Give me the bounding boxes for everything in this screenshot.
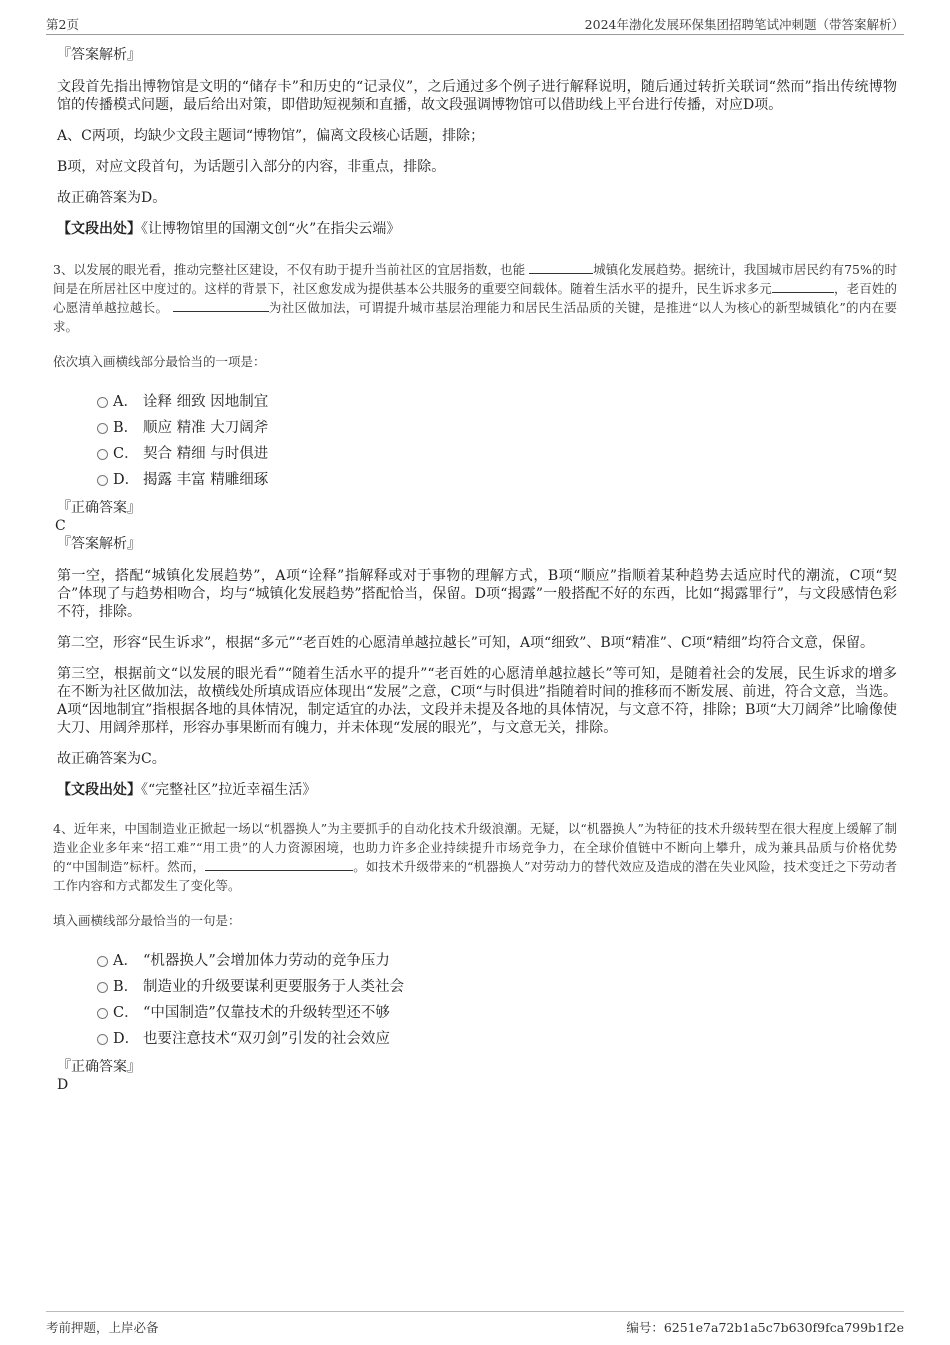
fill-blank [529,261,593,274]
analysis-label: 『答案解析』 [57,47,141,63]
analysis-label: 『答案解析』 [57,536,141,552]
radio-button-icon[interactable] [97,982,108,993]
source-title: 《“完整社区”拉近幸福生活》 [141,782,317,798]
analysis-paragraph: 第三空，根据前文“以发展的眼光看”“随着生活水平的提升”“老百姓的心愿清单越拉越长”等可知，是随着社会的发展，民生诉求的增多在不断为社区做加法，故横线处所填成语应体现出“发展”之意，C项“与时俱进”指随着时间的推移而不断发展、前进，符合文意，当选。A项“因地制宜”指根据各地的具体情况，制定适宜的办法，文段并未提及各地的具体情况，与文意不符，排除；B项“大刀阔斧”比喻像使大刀、用阔斧那样，形容办事果断而有魄力，并未体现“发展的眼光”，与文意无关，排除。 [57,666,897,736]
option-a[interactable]: A． “机器换人”会增加体力劳动的竞争压力 [57,948,897,974]
correct-answer: C [55,518,66,534]
option-list [57,948,897,1052]
radio-button-icon[interactable] [97,475,108,486]
document-id: 编号：6251e7a72b1a5c7b630f9fca799b1f2e [626,1320,904,1335]
option-a[interactable]: A． 诠释 细致 因地制宜 [57,389,897,415]
page-number: 第2页 [46,17,79,32]
radio-button-icon[interactable] [97,956,108,967]
text-source [57,781,897,799]
source-title: 《让博物馆里的国潮文创“火”在指尖云端》 [141,221,401,237]
question-prompt: 依次填入画横线部分最恰当的一项是： [53,354,266,369]
question-stem: 3、以发展的眼光看，推动完整社区建设，不仅有助于提升当前社区的宜居指数，也能 城镇化发展趋势。据统计，我国城市居民约有75%的时间是在所居社区中度过的。这样的背景下，社区愈发成为提供基本公共服务的重要空间载体。随着生活水平的提升，民生诉求多元 ，老百姓的心愿清单越拉越长。 为社区做加法，可谓提升城市基层治理能力和居民生活品质的关键，是推进“以人为核心的新型城镇化”的内在要求。 [53,262,897,334]
correct-answer-label: 『正确答案』 [57,500,141,516]
document-title: 2024年渤化发展环保集团招聘笔试冲刺题（带答案解析） [584,17,904,32]
correct-answer-label: 『正确答案』 [57,1059,141,1075]
fill-blank [205,858,353,871]
question-stem: 4、近年来，中国制造业正掀起一场以“机器换人”为主要抓手的自动化技术升级浪潮。无疑，以“机器换人”为特征的技术升级转型在很大程度上缓解了制造业企业多年来“招工难”“用工贵”的人力资源困境，也助力许多企业持续提升市场竞争力，在全球价值链中不断向上攀升，成为兼具品质与价格优势的“中国制造”标杆。然而， 。如技术升级带来的“机器换人”对劳动力的替代效应及造成的潜在失业风险，技术变迁之下劳动者工作内容和方式都发生了变化等。 [53,821,897,893]
fill-blank [772,280,834,293]
source-label: 【文段出处】 [57,221,141,237]
text-source [57,220,897,238]
option-d[interactable]: D． 也要注意技术“双刃剑”引发的社会效应 [57,1026,897,1052]
analysis-paragraph: B项，对应文段首句，为话题引入部分的内容，非重点，排除。 [57,159,446,175]
analysis-paragraph: A、C两项，均缺少文段主题词“博物馆”，偏离文段核心话题，排除； [57,128,485,144]
analysis-paragraph: 文段首先指出博物馆是文明的“储存卡”和历史的“记录仪”，之后通过多个例子进行解释说明，随后通过转折关联词“然而”指出传统博物馆的传播模式问题，最后给出对策，即借助短视频和直播，故文段强调博物馆可以借助线上平台进行传播，对应D项。 [57,79,897,113]
source-label: 【文段出处】 [57,782,141,798]
page-content [53,46,897,1094]
fill-blank [173,299,269,312]
analysis-paragraph: 第一空，搭配“城镇化发展趋势”，A项“诠释”指解释或对于事物的理解方式，B项“顺应”指顺着某种趋势去适应时代的潮流，C项“契合”体现了与趋势相吻合，均与“城镇化发展趋势”搭配恰当，保留。D项“揭露”一般搭配不好的东西，比如“揭露罪行”，与文段感情色彩不符，排除。 [57,568,897,620]
option-d[interactable]: D． 揭露 丰富 精雕细琢 [57,467,897,493]
radio-button-icon[interactable] [97,449,108,460]
final-answer-line: 故正确答案为D。 [57,190,167,206]
option-b[interactable]: B． 顺应 精准 大刀阔斧 [57,415,897,441]
option-b[interactable]: B． 制造业的升级要谋利更要服务于人类社会 [57,974,897,1000]
final-answer-line: 故正确答案为C。 [57,751,166,767]
correct-answer: D [57,1077,69,1093]
analysis-paragraph: 第二空，形容“民生诉求”，根据“多元”“老百姓的心愿清单越拉越长”可知，A项“细致”、B项“精准”、C项“精细”均符合文意，保留。 [57,635,874,651]
option-c[interactable]: C． 契合 精细 与时俱进 [57,441,897,467]
radio-button-icon[interactable] [97,1034,108,1045]
question-prompt: 填入画横线部分最恰当的一句是： [53,913,241,928]
option-list [57,389,897,493]
radio-button-icon[interactable] [97,397,108,408]
radio-button-icon[interactable] [97,423,108,434]
page-footer [46,1311,904,1335]
page-header [46,12,904,35]
option-c[interactable]: C． “中国制造”仅靠技术的升级转型还不够 [57,1000,897,1026]
radio-button-icon[interactable] [97,1008,108,1019]
footer-slogan: 考前押题，上岸必备 [46,1320,159,1335]
